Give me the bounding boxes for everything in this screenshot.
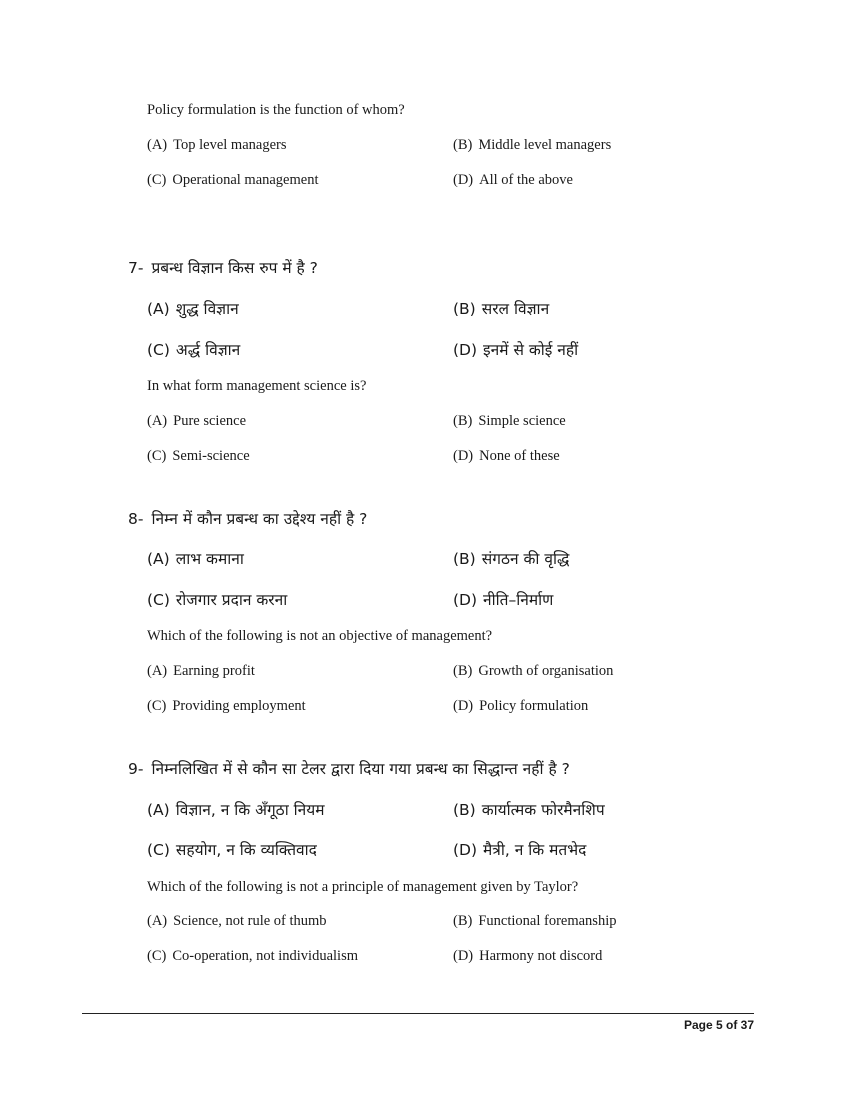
option-label: (D) [453,948,474,964]
q8-question-hi [128,507,367,529]
question-text: निम्नलिखित में से कौन सा टेलर द्वारा दिया गया प्रबन्ध का सिद्धान्त नहीं है ? [151,760,570,778]
option-label: (D) [453,341,478,359]
option-text: Functional foremanship [478,913,617,929]
question-number: 7- [128,259,144,277]
option-text: Co-operation, not individualism [172,948,359,964]
option-label: (D) [453,448,474,464]
option-label: (C) [147,841,170,859]
option-text: लाभ कमाना [175,550,244,568]
q7-question-hi [128,256,318,278]
option-text: None of these [479,448,560,464]
option-label: (B) [453,300,476,318]
q9-question-hi [128,757,570,779]
option-text: Growth of organisation [478,663,614,679]
option-text: Simple science [478,413,566,429]
q7-option-a-en [147,413,246,430]
option-text: Middle level managers [478,137,612,153]
option-text: शुद्ध विज्ञान [175,300,239,318]
option-label: (A) [147,137,168,153]
q6-option-a-en [147,137,286,154]
option-label: (B) [453,137,473,153]
option-label: (C) [147,698,167,714]
question-text: प्रबन्ध विज्ञान किस रुप में है ? [151,259,318,277]
option-text: Earning profit [173,663,255,679]
option-text: Semi-science [172,448,250,464]
option-label: (B) [453,413,473,429]
option-text: Providing employment [172,698,306,714]
option-text: Science, not rule of thumb [173,913,327,929]
page-number: Page 5 of 37 [683,1018,754,1032]
option-label: (D) [453,172,474,188]
footer-divider [82,1013,754,1014]
q6-option-b-en [453,137,611,154]
q9-question-en: Which of the following is not a principle of management given by Taylor? [147,879,579,895]
q9-option-c-hi [147,838,317,860]
q8-option-c-hi [147,588,287,610]
q6-option-c-en [147,172,319,189]
q8-option-a-hi [147,547,244,569]
option-label: (A) [147,913,168,929]
q8-question-en: Which of the following is not an objective of management? [147,628,493,644]
q9-option-a-en [147,913,327,930]
q9-option-c-en [147,948,358,965]
option-label: (A) [147,550,170,568]
option-text: सहयोग, न कि व्यक्तिवाद [175,841,317,859]
option-label: (C) [147,448,167,464]
question-number: 8- [128,510,144,528]
option-label: (D) [453,841,478,859]
option-text: Pure science [173,413,247,429]
option-text: विज्ञान, न कि अँगूठा नियम [175,801,325,819]
option-label: (A) [147,663,168,679]
q9-option-d-en [453,948,602,965]
option-label: (A) [147,300,170,318]
q7-option-a-hi [147,297,239,319]
q7-option-b-hi [453,297,549,319]
q7-option-b-en [453,413,566,430]
q8-option-b-en [453,663,613,680]
q8-option-b-hi [453,547,569,569]
question-number: 9- [128,760,144,778]
q8-option-c-en [147,698,306,715]
option-label: (D) [453,698,474,714]
option-label: (A) [147,413,168,429]
q8-option-d-en [453,698,588,715]
q7-option-d-hi [453,338,578,360]
option-text: इनमें से कोई नहीं [483,341,579,359]
option-label: (D) [453,591,478,609]
option-label: (C) [147,948,167,964]
q6-option-d-en [453,172,573,189]
q7-option-c-hi [147,338,240,360]
q9-option-b-hi [453,798,605,820]
option-label: (C) [147,341,170,359]
q7-option-d-en [453,448,560,465]
option-text: All of the above [479,172,573,188]
q9-option-b-en [453,913,616,930]
q6-question-en: Policy formulation is the function of whom? [147,102,405,118]
q9-option-d-hi [453,838,586,860]
option-text: Top level managers [173,137,287,153]
option-label: (B) [453,913,473,929]
option-label: (B) [453,550,476,568]
option-text: रोजगार प्रदान करना [175,591,288,609]
option-text: मैत्री, न कि मतभेद [483,841,587,859]
option-text: नीति–निर्माण [483,591,554,609]
q7-option-c-en [147,448,250,465]
option-text: सरल विज्ञान [481,300,550,318]
option-text: अर्द्ध विज्ञान [175,341,241,359]
option-label: (B) [453,801,476,819]
option-text: Operational management [172,172,319,188]
option-text: संगठन की वृद्धि [481,550,570,568]
option-label: (C) [147,591,170,609]
q8-option-a-en [147,663,255,680]
option-label: (A) [147,801,170,819]
q9-option-a-hi [147,798,325,820]
option-text: Policy formulation [479,698,589,714]
option-label: (C) [147,172,167,188]
option-text: Harmony not discord [479,948,603,964]
q7-question-en: In what form management science is? [147,378,367,394]
option-label: (B) [453,663,473,679]
q8-option-d-hi [453,588,553,610]
question-text: निम्न में कौन प्रबन्ध का उद्देश्य नहीं है ? [151,510,368,528]
option-text: कार्यात्मक फोरमैनशिप [481,801,605,819]
